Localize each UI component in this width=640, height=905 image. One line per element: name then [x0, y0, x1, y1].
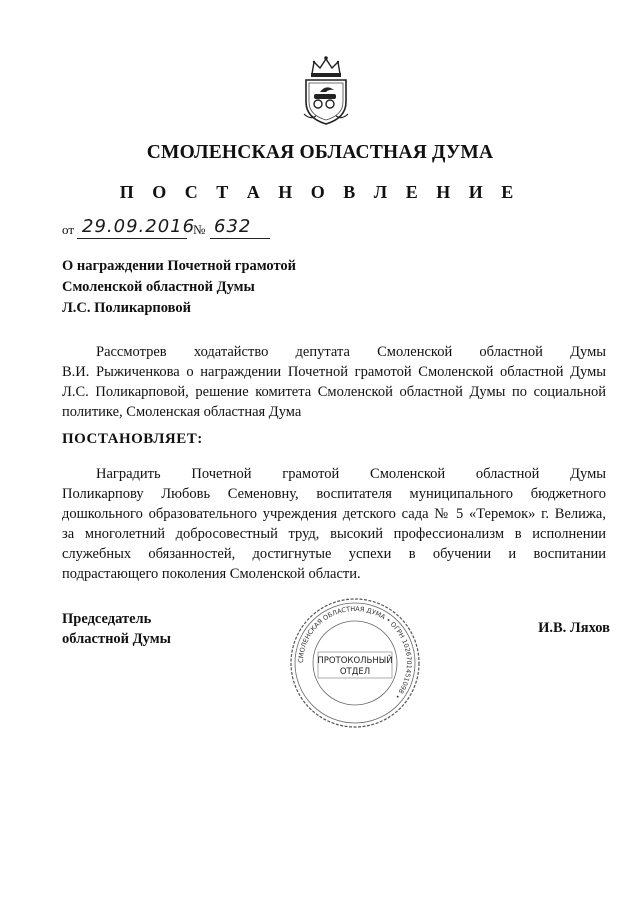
preamble-paragraph: [62, 342, 606, 422]
coat-of-arms-icon: [296, 54, 356, 126]
signatory-title-line: областной Думы: [62, 631, 171, 647]
date-number-line: [62, 216, 322, 242]
preamble-line: политике, Смоленская областная Дума: [62, 404, 302, 420]
handwritten-number: 632: [214, 216, 252, 237]
decree-line: дошкольного образовательного учреждения детского сада № 5 «Теремок» г. Велижа,: [62, 506, 606, 522]
stamp-center-line: ПРОТОКОЛЬНЫЙ: [317, 656, 393, 666]
decree-line: подрастающего поколения Смоленской области.: [62, 566, 361, 582]
decree-line: служебных обязанностей, достигнутые успехи в обучении и воспитании: [62, 546, 606, 562]
official-stamp: [288, 596, 422, 730]
decree-line: за многолетний добросовестный труд, высокий профессионализм в исполнении: [62, 526, 606, 542]
preamble-line: Рассмотрев ходатайство депутата Смоленской областной Думы: [96, 344, 606, 360]
signatory-title: [62, 609, 171, 649]
decree-label: ПОСТАНОВЛЯЕТ:: [62, 431, 203, 447]
decree-line: Наградить Почетной грамотой Смоленской областной Думы: [96, 466, 606, 482]
subject-heading: [62, 256, 382, 319]
decree-paragraph: [62, 464, 606, 584]
subject-line: Смоленской областной Думы: [62, 279, 255, 295]
handwritten-date: 29.09.2016: [82, 216, 196, 237]
preamble-line: В.И. Рыжиченкова о награждении Почетной грамотой Смоленской областной Думы: [62, 364, 606, 380]
stamp-ring-text: СМОЛЕНСКАЯ ОБЛАСТНАЯ ДУМА • ОГРН 1026701451098 •: [296, 604, 414, 701]
organization-title: СМОЛЕНСКАЯ ОБЛАСТНАЯ ДУМА: [146, 142, 494, 163]
decree-line: Поликарпову Любовь Семеновну, воспитателя муниципального бюджетного: [62, 486, 606, 502]
signatory-title-line: Председатель: [62, 611, 152, 627]
subject-line: О награждении Почетной грамотой: [62, 258, 297, 274]
subject-line: Л.С. Поликарповой: [62, 300, 192, 316]
document-type-title: П О С Т А Н О В Л Е Н И Е: [119, 182, 521, 202]
date-underline: [77, 238, 187, 239]
number-prefix: №: [193, 222, 206, 237]
stamp-center-line: ОТДЕЛ: [339, 667, 371, 677]
number-underline: [210, 238, 270, 239]
signatory-name: И.В. Ляхов: [538, 620, 610, 636]
date-prefix: от: [62, 222, 75, 237]
preamble-line: Л.С. Поликарповой, решение комитета Смоленской областной Думы по социальной: [62, 384, 606, 400]
